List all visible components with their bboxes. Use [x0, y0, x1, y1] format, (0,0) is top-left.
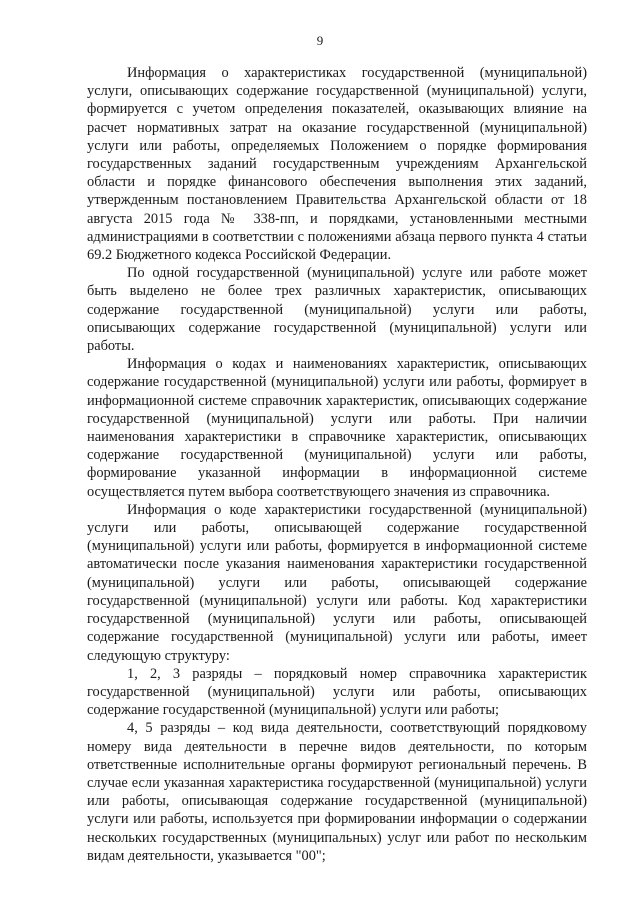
paragraph-characteristics-info: Информация о характеристиках государственной (муниципальной) услуги, описывающих содержание государственной (муниципальной) услуги, формируется с учетом определения показателей, оказывающих влияние на расчет нормативных затрат на оказание государственной (муниципальной) услуги или работы, определяемых Положением о порядке формирования государственных заданий государственным учреждениям Архангельской области и порядке финансового обеспечения выполнения этих заданий, утвержденным постановлением Правительства Архангельской области от 18 августа 2015 года № 338-пп, и порядками, установленными местными администрациями в соответствии с положениями абзаца первого пункта 4 статьи 69.2 Бюджетного кодекса Российской Федерации.	[87, 65, 587, 264]
page-number: 9	[316, 33, 324, 48]
paragraph-code-structure: Информация о коде характеристики государственной (муниципальной) услуги или работы, описывающей содержание государственной (муниципальной) услуги или работы, формируется в информационной системе автоматически после указания наименования характеристики государственной (муниципальной) услуги или работы, описывающей содержание государственной (муниципальной) услуги или работы. Код характеристики государственной (муниципальной) услуги или работы, описывающей содержание государственной (муниципальной) услуги или работы, имеет следующую структуру:	[87, 501, 587, 664]
paragraph-digits-4-5: 4, 5 разряды – код вида деятельности, соответствующий порядковому номеру вида деятельности в перечне видов деятельности, по которым ответственные исполнительные органы формируют региональный перечень. В случае если указанная характеристика государственной (муниципальной) услуги или работы, описывающая содержание государственной (муниципальной) услуги или работы, используется при формировании информации о содержании нескольких государственных (муниципальных) услуг или работ по нескольким видам деятельности, указывается "00";	[87, 720, 587, 864]
document-body	[87, 64, 587, 865]
paragraph-codes-and-names: Информация о кодах и наименованиях характеристик, описывающих содержание государственной (муниципальной) услуги или работы, формирует в информационной системе справочник характеристик, описывающих содержание государственной (муниципальной) услуги или работы. При наличии наименования характеристики в справочнике характеристик, описывающих содержание государственной (муниципальной) услуги или работы, формирование указанной информации в информационной системе осуществляется путем выбора соответствующего значения из справочника.	[87, 356, 587, 500]
paragraph-digits-1-3: 1, 2, 3 разряды – порядковый номер справочника характеристик государственной (муниципальной) услуги или работы, описывающих содержание государственной (муниципальной) услуги или работы;	[87, 665, 587, 719]
paragraph-characteristics-limit: По одной государственной (муниципальной) услуге или работе может быть выделено не более трех различных характеристик, описывающих содержание государственной (муниципальной) услуги или работы, описывающих содержание государственной (муниципальной) услуги или работы.	[87, 265, 587, 355]
